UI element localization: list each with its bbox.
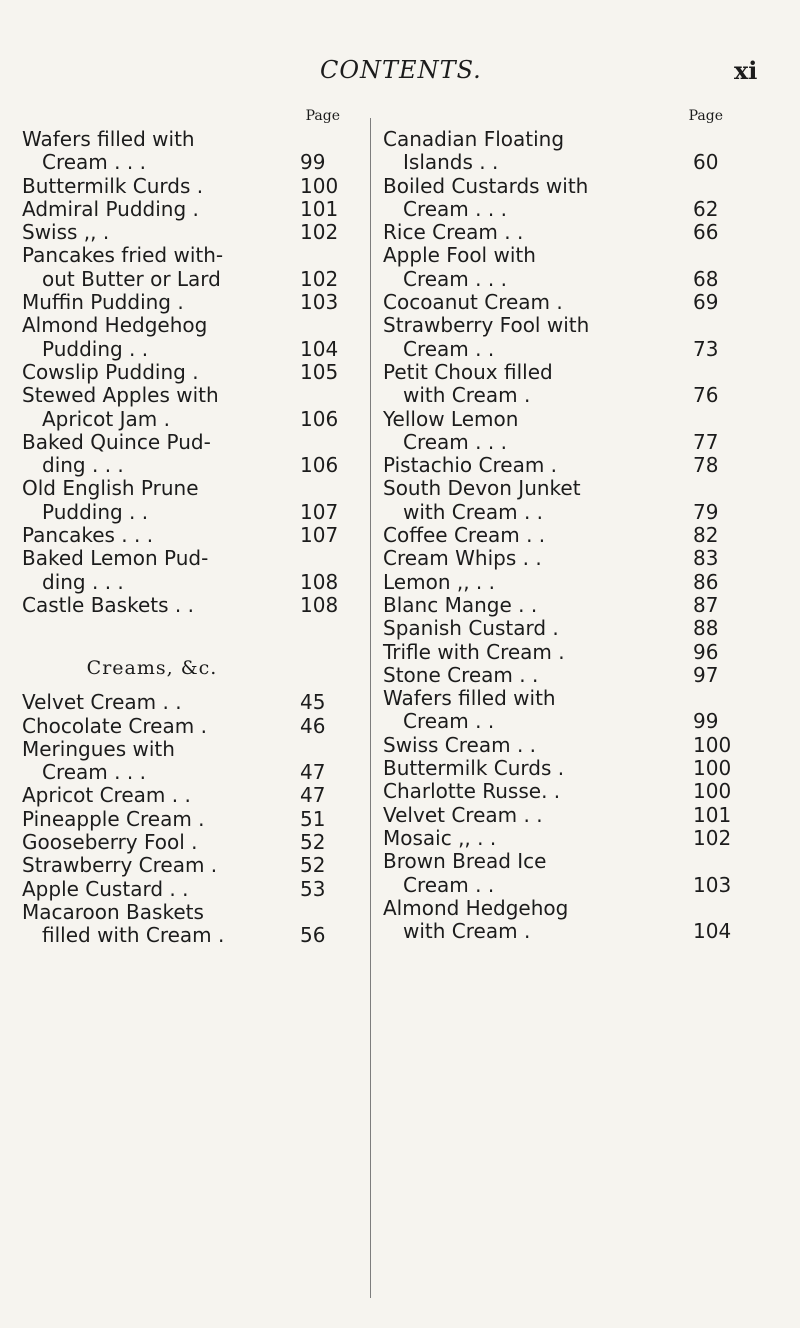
toc-entry xyxy=(22,128,352,151)
toc-entry-title: Petit Choux filled xyxy=(383,359,553,384)
toc-entry-title: Lemon ,, . . xyxy=(383,569,495,594)
page-column-label: Page xyxy=(688,108,723,124)
toc-entry-title: Velvet Cream . . xyxy=(22,690,182,715)
toc-entry-title: Coffee Cream . . xyxy=(383,523,546,548)
toc-entry xyxy=(383,524,735,547)
toc-entry xyxy=(22,571,352,594)
toc-entry-title: Buttermilk Curds . xyxy=(383,756,565,781)
toc-entry-title: Brown Bread Ice xyxy=(383,849,547,874)
toc-entry-title: Canadian Floating xyxy=(383,127,565,151)
toc-entry-title: Pineapple Cream . xyxy=(22,806,205,831)
toc-entry xyxy=(22,691,352,714)
toc-entry xyxy=(383,827,735,850)
toc-entry-title: Chocolate Cream . xyxy=(22,713,207,738)
toc-entry-page: 78 xyxy=(693,453,719,478)
toc-entry xyxy=(383,128,735,151)
toc-entry-title: Cocoanut Cream . xyxy=(383,290,563,315)
toc-entry-page: 100 xyxy=(300,173,339,198)
toc-entry xyxy=(383,384,735,407)
toc-entry-page: 87 xyxy=(693,592,719,617)
toc-entry-title: Cream . . xyxy=(403,709,495,734)
toc-entry-title: South Devon Junket xyxy=(383,476,581,501)
toc-entry-title: Blanc Mange . . xyxy=(383,592,538,617)
toc-entry-page: 96 xyxy=(693,639,719,664)
toc-entry xyxy=(22,338,352,361)
toc-entry xyxy=(383,477,735,500)
toc-entry-page: 105 xyxy=(300,359,339,384)
toc-entry-title: Islands . . xyxy=(403,150,499,175)
toc-entry-page: 83 xyxy=(693,546,719,571)
toc-entry-title: Cream Whips . . xyxy=(383,546,542,571)
toc-entry xyxy=(22,854,352,877)
toc-entry xyxy=(22,738,352,761)
toc-entry-page: 77 xyxy=(693,429,719,454)
toc-entry-title: Apricot Jam . xyxy=(42,406,170,431)
toc-entry-page: 68 xyxy=(693,266,719,291)
toc-entry xyxy=(383,501,735,524)
toc-entry-title: Mosaic ,, . . xyxy=(383,825,497,850)
toc-entry xyxy=(383,338,735,361)
toc-entry xyxy=(383,710,735,733)
toc-entry xyxy=(383,151,735,174)
toc-entry xyxy=(383,920,735,943)
toc-entry xyxy=(22,175,352,198)
toc-entry-page: 99 xyxy=(300,150,326,175)
toc-entry xyxy=(383,664,735,687)
toc-entry-title: Wafers filled with xyxy=(22,127,195,151)
toc-entry-title: Stewed Apples with xyxy=(22,383,219,408)
toc-entry-page: 53 xyxy=(300,876,326,901)
toc-entry-page: 52 xyxy=(300,830,326,855)
toc-entry xyxy=(22,361,352,384)
toc-entry-page: 99 xyxy=(693,709,719,734)
toc-entry xyxy=(383,897,735,920)
right-entries xyxy=(383,128,735,943)
toc-entry-page: 82 xyxy=(693,523,719,548)
toc-entry-title: Apple Fool with xyxy=(383,243,536,268)
toc-entry-page: 100 xyxy=(693,732,732,757)
toc-entry-title: Cream . . xyxy=(403,336,495,361)
toc-entry-title: with Cream . . xyxy=(403,499,544,524)
toc-entry-title: Cream . . . xyxy=(403,196,507,221)
toc-entry-page: 79 xyxy=(693,499,719,524)
running-title: CONTENTS. xyxy=(320,56,482,84)
toc-entry-title: Castle Baskets . . xyxy=(22,592,194,617)
column-divider xyxy=(370,118,371,1298)
toc-entry-title: ding . . . xyxy=(42,453,124,478)
toc-entry-page: 47 xyxy=(300,760,326,785)
toc-entry xyxy=(383,198,735,221)
toc-entry xyxy=(22,454,352,477)
toc-entry-title: Wafers filled with xyxy=(383,686,556,711)
toc-entry-page: 73 xyxy=(693,336,719,361)
toc-entry xyxy=(383,244,735,267)
toc-entry-title: ding . . . xyxy=(42,569,124,594)
toc-entry xyxy=(383,571,735,594)
toc-entry-title: Cream . . xyxy=(403,872,495,897)
toc-entry xyxy=(22,268,352,291)
page-number: xi xyxy=(734,56,758,85)
toc-entry-title: Strawberry Cream . xyxy=(22,853,218,878)
toc-entry xyxy=(383,408,735,431)
toc-entry xyxy=(383,431,735,454)
toc-entry xyxy=(383,268,735,291)
toc-entry-title: Almond Hedgehog xyxy=(22,313,208,338)
toc-entry-title: Admiral Pudding . xyxy=(22,196,199,221)
section-heading: Creams, &c. xyxy=(86,657,218,680)
left-section-entries xyxy=(22,691,352,947)
toc-entry-page: 106 xyxy=(300,406,339,431)
toc-entry-title: with Cream . xyxy=(403,919,531,944)
toc-entry-page: 45 xyxy=(300,690,326,715)
toc-entry-title: Muffin Pudding . xyxy=(22,290,184,315)
toc-entry xyxy=(22,784,352,807)
toc-entry-title: Strawberry Fool with xyxy=(383,313,590,338)
toc-entry xyxy=(383,594,735,617)
toc-entry-title: Stone Cream . . xyxy=(383,662,539,687)
toc-entry xyxy=(383,780,735,803)
toc-entry xyxy=(22,901,352,924)
toc-entry-page: 104 xyxy=(300,336,339,361)
toc-entry-title: Velvet Cream . . xyxy=(383,802,543,827)
toc-entry-page: 100 xyxy=(693,779,732,804)
toc-entry-page: 107 xyxy=(300,523,339,548)
toc-entry-page: 101 xyxy=(300,196,339,221)
toc-entry-page: 106 xyxy=(300,453,339,478)
toc-entry xyxy=(383,687,735,710)
toc-entry-page: 102 xyxy=(300,220,339,245)
toc-entry xyxy=(22,384,352,407)
toc-entry-page: 51 xyxy=(300,806,326,831)
toc-entry-title: Pancakes fried with- xyxy=(22,243,224,268)
toc-entry-title: Pudding . . xyxy=(42,499,149,524)
toc-entry xyxy=(22,501,352,524)
toc-entry xyxy=(22,198,352,221)
toc-entry xyxy=(383,850,735,873)
toc-entry xyxy=(383,291,735,314)
toc-entry xyxy=(22,831,352,854)
toc-entry-page: 88 xyxy=(693,616,719,641)
toc-entry-title: Spanish Custard . xyxy=(383,616,559,641)
toc-entry-title: Cream . . . xyxy=(403,266,507,291)
toc-entry xyxy=(22,244,352,267)
toc-entry-page: 66 xyxy=(693,220,719,245)
toc-entry-title: Cream . . . xyxy=(42,150,146,175)
toc-entry xyxy=(383,454,735,477)
toc-entry-page: 101 xyxy=(693,802,732,827)
toc-entry-page: 56 xyxy=(300,923,326,948)
toc-entry-title: Charlotte Russe. . xyxy=(383,779,561,804)
page-header xyxy=(0,56,800,90)
toc-entry-title: Buttermilk Curds . xyxy=(22,173,204,198)
toc-entry xyxy=(22,878,352,901)
toc-entry xyxy=(22,808,352,831)
toc-entry xyxy=(22,291,352,314)
toc-entry-title: Swiss Cream . . xyxy=(383,732,537,757)
toc-entry-page: 102 xyxy=(693,825,732,850)
toc-entry-title: Boiled Custards with xyxy=(383,173,589,198)
toc-entry-page: 47 xyxy=(300,783,326,808)
toc-entry-title: Almond Hedgehog xyxy=(383,895,569,920)
toc-entry-page: 107 xyxy=(300,499,339,524)
page-column-label: Page xyxy=(305,108,340,124)
toc-entry-title: Yellow Lemon xyxy=(383,406,519,431)
toc-entry xyxy=(22,594,352,617)
toc-entry-title: Pistachio Cream . xyxy=(383,453,558,478)
toc-entry xyxy=(22,477,352,500)
toc-entry-title: Cowslip Pudding . xyxy=(22,359,199,384)
toc-entry xyxy=(383,641,735,664)
toc-entry xyxy=(22,151,352,174)
right-column xyxy=(383,108,735,943)
toc-entry-page: 103 xyxy=(693,872,732,897)
toc-entry xyxy=(383,547,735,570)
toc-entry xyxy=(22,547,352,570)
left-entries xyxy=(22,128,352,617)
toc-entry-page: 104 xyxy=(693,919,732,944)
toc-entry xyxy=(22,408,352,431)
toc-entry-page: 60 xyxy=(693,150,719,175)
toc-entry-page: 108 xyxy=(300,569,339,594)
toc-entry xyxy=(383,361,735,384)
toc-entry-page: 52 xyxy=(300,853,326,878)
toc-entry-page: 86 xyxy=(693,569,719,594)
toc-entry xyxy=(22,314,352,337)
toc-entry-title: Baked Quince Pud- xyxy=(22,429,211,454)
toc-entry-title: Cream . . . xyxy=(42,760,146,785)
toc-entry xyxy=(22,431,352,454)
toc-entry xyxy=(22,221,352,244)
toc-entry-title: Pancakes . . . xyxy=(22,523,154,548)
toc-entry-title: with Cream . xyxy=(403,383,531,408)
toc-entry xyxy=(383,804,735,827)
toc-entry-title: Trifle with Cream . xyxy=(383,639,565,664)
left-column xyxy=(22,108,352,948)
toc-entry-page: 100 xyxy=(693,756,732,781)
toc-entry-title: filled with Cream . xyxy=(42,923,225,948)
toc-entry-page: 46 xyxy=(300,713,326,738)
toc-entry-page: 108 xyxy=(300,592,339,617)
toc-entry-title: Baked Lemon Pud- xyxy=(22,546,209,571)
toc-entry-title: Apricot Cream . . xyxy=(22,783,191,808)
toc-entry-title: out Butter or Lard xyxy=(42,266,221,291)
toc-entry xyxy=(383,617,735,640)
toc-entry xyxy=(22,524,352,547)
toc-entry xyxy=(383,757,735,780)
toc-entry-page: 97 xyxy=(693,662,719,687)
toc-entry xyxy=(383,221,735,244)
toc-entry xyxy=(383,874,735,897)
toc-entry-title: Old English Prune xyxy=(22,476,199,501)
toc-entry-title: Meringues with xyxy=(22,736,175,761)
toc-entry xyxy=(22,761,352,784)
toc-entry-title: Cream . . . xyxy=(403,429,507,454)
toc-entry-title: Pudding . . xyxy=(42,336,149,361)
toc-entry-title: Gooseberry Fool . xyxy=(22,830,198,855)
toc-entry-page: 102 xyxy=(300,266,339,291)
toc-entry xyxy=(22,924,352,947)
toc-entry xyxy=(383,175,735,198)
toc-entry-title: Apple Custard . . xyxy=(22,876,189,901)
toc-entry-page: 69 xyxy=(693,290,719,315)
toc-entry-title: Rice Cream . . xyxy=(383,220,524,245)
toc-entry-page: 76 xyxy=(693,383,719,408)
toc-entry xyxy=(22,715,352,738)
toc-entry xyxy=(383,314,735,337)
toc-entry-page: 103 xyxy=(300,290,339,315)
toc-entry-title: Swiss ,, . xyxy=(22,220,110,245)
toc-entry-title: Macaroon Baskets xyxy=(22,899,204,924)
toc-entry xyxy=(383,734,735,757)
toc-entry-page: 62 xyxy=(693,196,719,221)
